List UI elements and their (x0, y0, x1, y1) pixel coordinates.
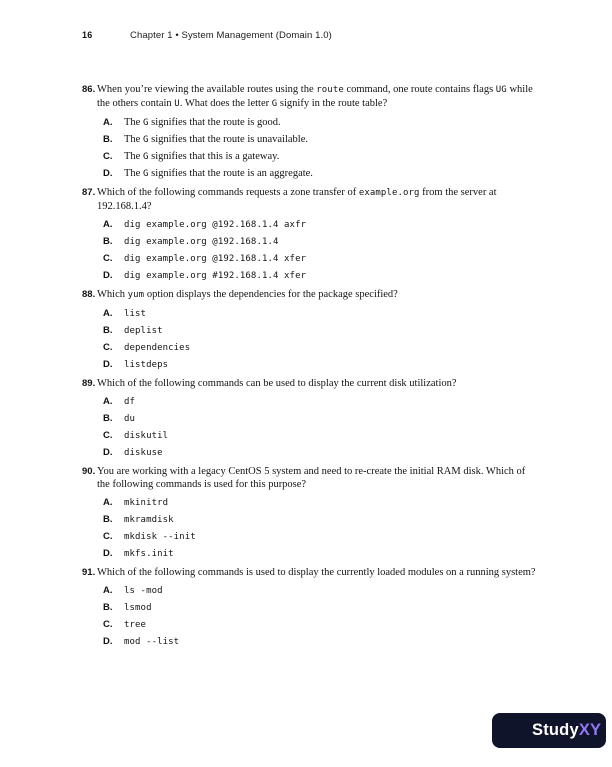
option-letter: A. (103, 497, 113, 508)
option-text (124, 250, 306, 268)
option-text (124, 131, 308, 149)
option-text (124, 582, 163, 600)
plus-icon (502, 718, 526, 744)
question (82, 186, 540, 284)
page-header (82, 30, 332, 41)
question (82, 465, 540, 562)
brand-text-study: Study (532, 721, 579, 739)
answer-option (97, 599, 540, 616)
inline-code: yum (127, 290, 145, 300)
option-text-segment: signifies that the route is an aggregate. (148, 168, 313, 179)
option-text-segment: The (124, 151, 143, 162)
option-letter: C. (103, 619, 113, 630)
option-text (124, 305, 146, 323)
answer-option (97, 582, 540, 599)
answer-option (97, 148, 540, 165)
option-letter: B. (103, 602, 113, 613)
option-letter: A. (103, 117, 113, 128)
prompt-text: . What does the letter (179, 98, 272, 109)
option-text (124, 393, 135, 411)
inline-code: deplist (124, 326, 163, 336)
option-text-segment: signifies that this is a gateway. (148, 151, 280, 162)
answer-options (97, 494, 540, 562)
option-text (124, 427, 168, 445)
inline-code: lsmod (124, 603, 152, 613)
question-number: 89. (82, 378, 96, 389)
option-letter: B. (103, 413, 113, 424)
option-text (124, 633, 179, 651)
option-text (124, 216, 306, 234)
inline-code: G (142, 135, 149, 145)
inline-code: dig example.org @192.168.1.4 axfr (124, 220, 307, 230)
option-text (124, 528, 196, 546)
option-text (124, 339, 190, 357)
option-letter: A. (103, 308, 113, 319)
question (82, 83, 540, 182)
prompt-text: Which of the following commands is used to display the currently loaded modules on a running system? (97, 567, 536, 578)
question-body (97, 288, 540, 373)
answer-options (97, 393, 540, 461)
answer-option (97, 305, 540, 322)
option-text-segment: signifies that the route is unavailable. (148, 134, 308, 145)
answer-option (97, 511, 540, 528)
prompt-text: command, one route contains flags (343, 84, 496, 95)
answer-option (97, 528, 540, 545)
prompt-text: When you’re viewing the available routes using the (97, 84, 317, 95)
answer-option (97, 356, 540, 373)
question-body (97, 377, 540, 461)
inline-code: list (124, 309, 147, 319)
question-number: 86. (82, 84, 96, 95)
inline-code: dig example.org #192.168.1.4 xfer (124, 271, 307, 281)
inline-code: G (142, 118, 149, 128)
option-text (124, 599, 152, 617)
option-letter: C. (103, 342, 113, 353)
option-text (124, 233, 279, 251)
answer-option (97, 322, 540, 339)
inline-code: G (142, 152, 149, 162)
option-text (124, 444, 163, 462)
inline-code: du (124, 414, 136, 424)
option-text (124, 267, 306, 285)
chapter-title: Chapter 1 • System Management (Domain 1.0) (130, 30, 332, 41)
option-text-segment: The (124, 134, 143, 145)
answer-option (97, 494, 540, 511)
question-body (97, 83, 540, 182)
option-letter: C. (103, 151, 113, 162)
option-text (124, 165, 313, 183)
prompt-text: You are working with a legacy CentOS 5 system and need to re-create the initial RAM disk. Which of the following commands is used for this purpose? (97, 466, 526, 490)
option-text (124, 511, 174, 529)
answer-option (97, 633, 540, 650)
inline-code: mkdisk --init (124, 532, 196, 542)
answer-option (97, 114, 540, 131)
answer-option (97, 267, 540, 284)
inline-code: df (124, 397, 136, 407)
answer-option (97, 339, 540, 356)
inline-code: example.org (358, 188, 420, 198)
option-text (124, 545, 174, 563)
answer-options (97, 582, 540, 650)
prompt-text: signify in the route table? (277, 98, 388, 109)
question (82, 288, 540, 373)
option-letter: C. (103, 253, 113, 264)
question-body (97, 566, 540, 650)
inline-code: diskutil (124, 431, 169, 441)
option-letter: B. (103, 236, 113, 247)
inline-code: tree (124, 620, 147, 630)
option-letter: A. (103, 219, 113, 230)
option-letter: B. (103, 514, 113, 525)
option-text (124, 616, 146, 634)
inline-code: G (142, 169, 149, 179)
question-number: 87. (82, 187, 96, 198)
inline-code: mod --list (124, 637, 180, 647)
answer-option (97, 393, 540, 410)
question-number: 91. (82, 567, 96, 578)
inline-code: dependencies (124, 343, 191, 353)
question (82, 566, 540, 650)
prompt-text: Which (97, 289, 128, 300)
answer-options (97, 114, 540, 182)
answer-option (97, 165, 540, 182)
question-prompt (97, 186, 538, 213)
answer-option (97, 216, 540, 233)
question-body (97, 186, 540, 284)
answer-options (97, 216, 540, 284)
question-prompt (97, 465, 538, 491)
option-text (124, 114, 281, 132)
page-number: 16 (82, 30, 93, 40)
option-letter: D. (103, 636, 113, 647)
answer-options (97, 305, 540, 373)
answer-option (97, 545, 540, 562)
question-prompt (97, 566, 538, 579)
option-letter: D. (103, 168, 113, 179)
option-letter: D. (103, 359, 113, 370)
question-prompt (97, 83, 538, 111)
option-letter: C. (103, 531, 113, 542)
question-prompt (97, 288, 538, 302)
inline-code: mkramdisk (124, 515, 174, 525)
inline-code: mkinitrd (124, 498, 169, 508)
answer-option (97, 427, 540, 444)
brand-text-xy: XY (578, 721, 602, 739)
answer-option (97, 233, 540, 250)
prompt-text: while the others contain (97, 84, 533, 109)
answer-option (97, 250, 540, 267)
prompt-text: Which of the following commands requests a zone transfer of (97, 187, 359, 198)
option-text (124, 148, 279, 166)
option-letter: A. (103, 396, 113, 407)
option-text-segment: The (124, 117, 143, 128)
answer-option (97, 444, 540, 461)
inline-code: listdeps (124, 360, 169, 370)
inline-code: UG (495, 85, 507, 95)
answer-option (97, 410, 540, 427)
inline-code: dig example.org @192.168.1.4 (124, 237, 279, 247)
question-number: 90. (82, 466, 96, 477)
inline-code: mkfs.init (124, 549, 174, 559)
option-letter: C. (103, 430, 113, 441)
prompt-text: Which of the following commands can be used to display the current disk utilization? (97, 378, 457, 389)
questions-list (82, 83, 540, 654)
option-text-segment: signifies that the route is good. (148, 117, 281, 128)
prompt-text: option displays the dependencies for the package specified? (144, 289, 398, 300)
inline-code: route (316, 85, 344, 95)
inline-code: dig example.org @192.168.1.4 xfer (124, 254, 307, 264)
question (82, 377, 540, 461)
answer-option (97, 616, 540, 633)
inline-code: G (271, 99, 278, 109)
inline-code: diskuse (124, 448, 163, 458)
option-text-segment: The (124, 168, 143, 179)
question-number: 88. (82, 289, 96, 300)
option-letter: D. (103, 270, 113, 281)
option-letter: D. (103, 447, 113, 458)
answer-option (97, 131, 540, 148)
option-text (124, 494, 168, 512)
option-text (124, 322, 163, 340)
inline-code: U (174, 99, 180, 109)
option-letter: D. (103, 548, 113, 559)
studyxy-logo-badge (492, 713, 606, 748)
prompt-text: from the server at 192.168.1.4? (97, 187, 497, 212)
option-letter: A. (103, 585, 113, 596)
inline-code: ls -mod (124, 586, 163, 596)
question-prompt (97, 377, 538, 390)
option-letter: B. (103, 134, 113, 145)
option-text (124, 410, 135, 428)
option-letter: B. (103, 325, 113, 336)
option-text (124, 356, 168, 374)
studyxy-wordmark (532, 721, 601, 740)
question-body (97, 465, 540, 562)
